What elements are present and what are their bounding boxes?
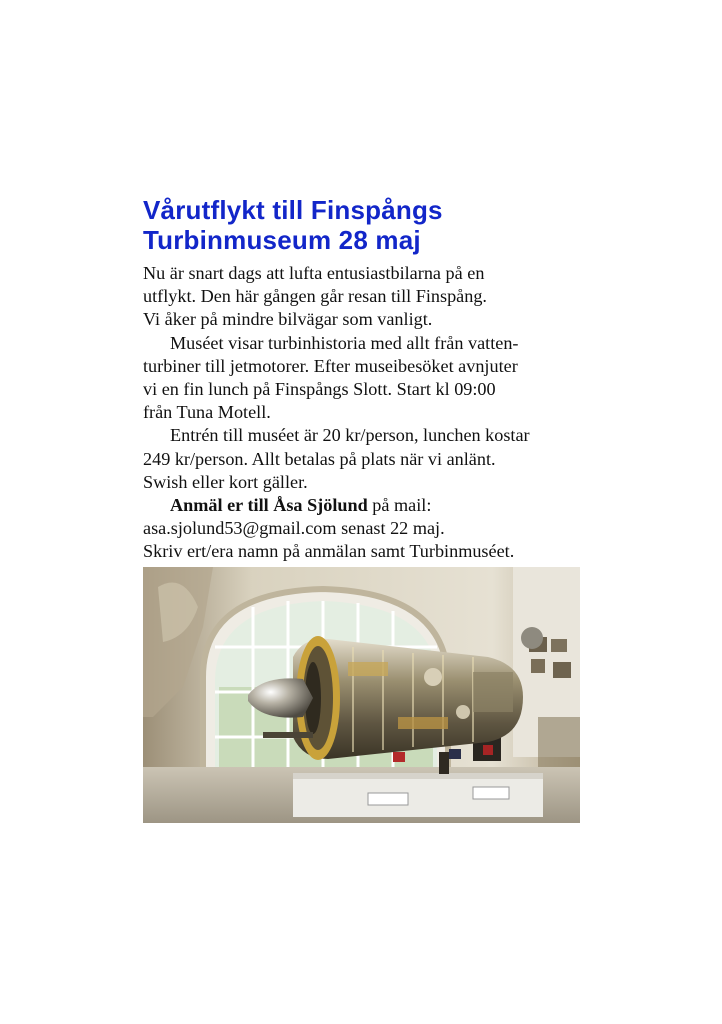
jet-engine-exhibit-photo bbox=[143, 567, 580, 823]
text-line: Swish eller kort gäller. bbox=[143, 471, 308, 492]
text-line: utflykt. Den här gången går resan till Finspång. bbox=[143, 286, 487, 307]
text-line: 249 kr/person. Allt betalas på plats när vi anlänt. bbox=[143, 448, 496, 469]
article bbox=[143, 195, 583, 564]
signup-contact: Anmäl er till Åsa Sjölund bbox=[170, 495, 368, 516]
title-line-1: Vårutflykt till Finspångs bbox=[143, 195, 443, 225]
email-line: asa.sjolund53@gmail.com senast 22 maj. bbox=[143, 518, 445, 539]
text-line: Skriv ert/era namn på anmälan samt Turbinmuséet. bbox=[143, 541, 515, 562]
text-line: Muséet visar turbinhistoria med allt från vatten- bbox=[170, 332, 519, 353]
paragraph-prices bbox=[143, 424, 583, 494]
paragraph-museum bbox=[143, 332, 583, 425]
text-line: vi en fin lunch på Finspångs Slott. Start kl 09:00 bbox=[143, 379, 496, 400]
photo-illustration bbox=[143, 567, 580, 823]
paragraph-signup bbox=[143, 494, 583, 564]
text-line: Entrén till muséet är 20 kr/person, lunchen kostar bbox=[170, 425, 530, 446]
signup-lead-rest: på mail: bbox=[367, 495, 432, 516]
article-title bbox=[143, 195, 583, 255]
text-line: Vi åker på mindre bilvägar som vanligt. bbox=[143, 309, 433, 330]
title-line-2: Turbinmuseum 28 maj bbox=[143, 225, 421, 255]
paragraph-intro bbox=[143, 262, 583, 332]
text-line: Nu är snart dags att lufta entusiastbilarna på en bbox=[143, 263, 485, 283]
text-line: från Tuna Motell. bbox=[143, 402, 271, 423]
text-line: turbiner till jetmotorer. Efter museibesöket avnjuter bbox=[143, 355, 518, 376]
article-body bbox=[143, 262, 583, 564]
